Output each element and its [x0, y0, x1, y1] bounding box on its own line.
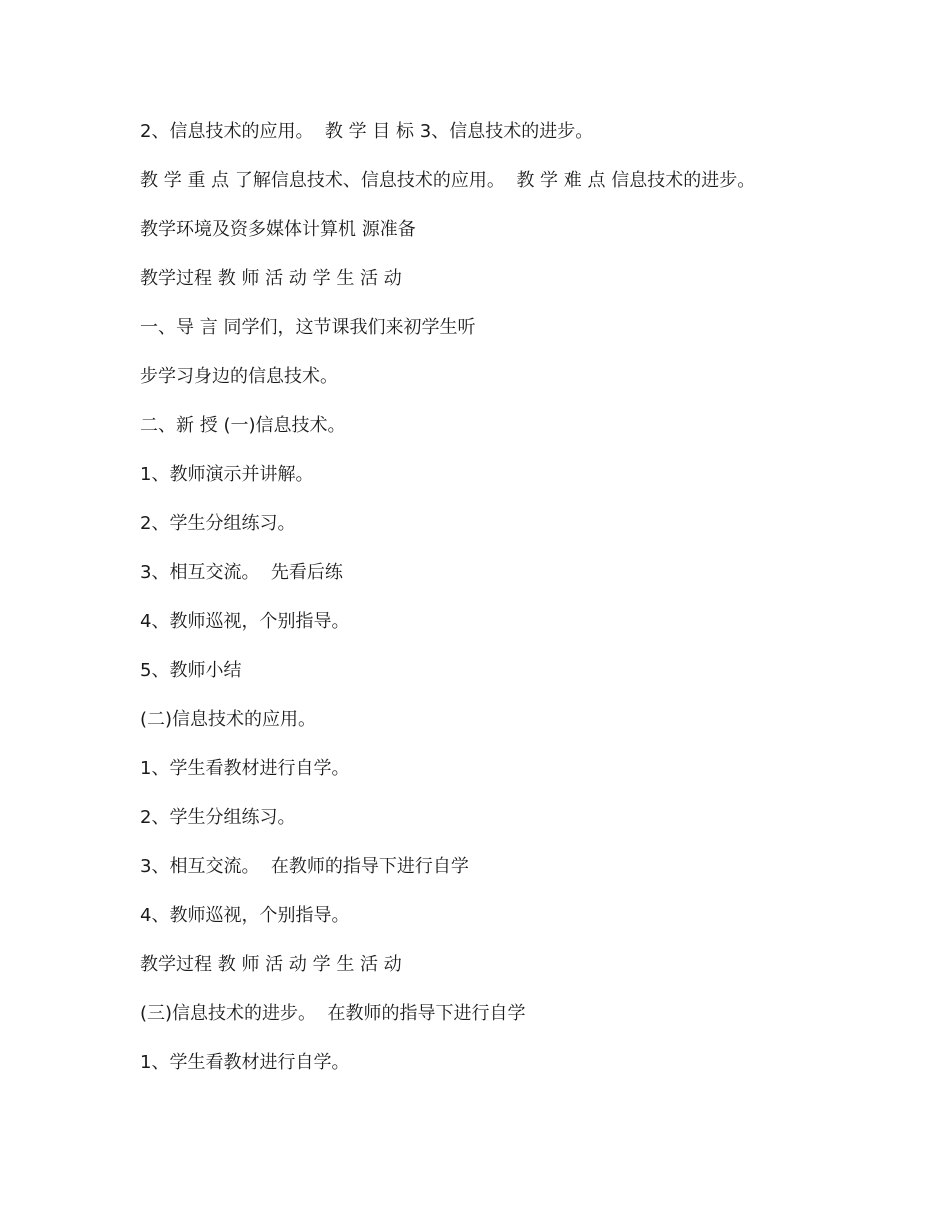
paragraph: 5、教师小结: [140, 660, 242, 681]
paragraph: 一、导 言 同学们，这节课我们来初学生听: [140, 317, 476, 338]
paragraph: 教学过程 教 师 活 动 学 生 活 动: [140, 268, 402, 289]
paragraph: 4、教师巡视，个别指导。: [140, 905, 350, 926]
paragraph: 教学环境及资多媒体计算机 源准备: [140, 219, 416, 240]
paragraph: 3、相互交流。 先看后练: [140, 562, 343, 583]
paragraph: (三)信息技术的进步。 在教师的指导下进行自学: [140, 1003, 526, 1024]
paragraph: (二)信息技术的应用。: [140, 709, 317, 730]
paragraph: 1、学生看教材进行自学。: [140, 1052, 350, 1073]
document-page: [140, 116, 810, 1096]
paragraph: 二、新 授 (一)信息技术。: [140, 415, 346, 436]
paragraph: 2、信息技术的应用。 教 学 目 标 3、信息技术的进步。: [140, 121, 594, 142]
paragraph: 2、学生分组练习。: [140, 807, 296, 828]
paragraph: 教学过程 教 师 活 动 学 生 活 动: [140, 954, 402, 975]
paragraph: 2、学生分组练习。: [140, 513, 296, 534]
paragraph: 3、相互交流。 在教师的指导下进行自学: [140, 856, 469, 877]
paragraph: 1、学生看教材进行自学。: [140, 758, 350, 779]
paragraph: 步学习身边的信息技术。: [140, 366, 338, 387]
paragraph: 教 学 重 点 了解信息技术、信息技术的应用。 教 学 难 点 信息技术的进步。: [140, 170, 756, 191]
paragraph: 1、教师演示并讲解。: [140, 464, 314, 485]
paragraph: 4、教师巡视，个别指导。: [140, 611, 350, 632]
